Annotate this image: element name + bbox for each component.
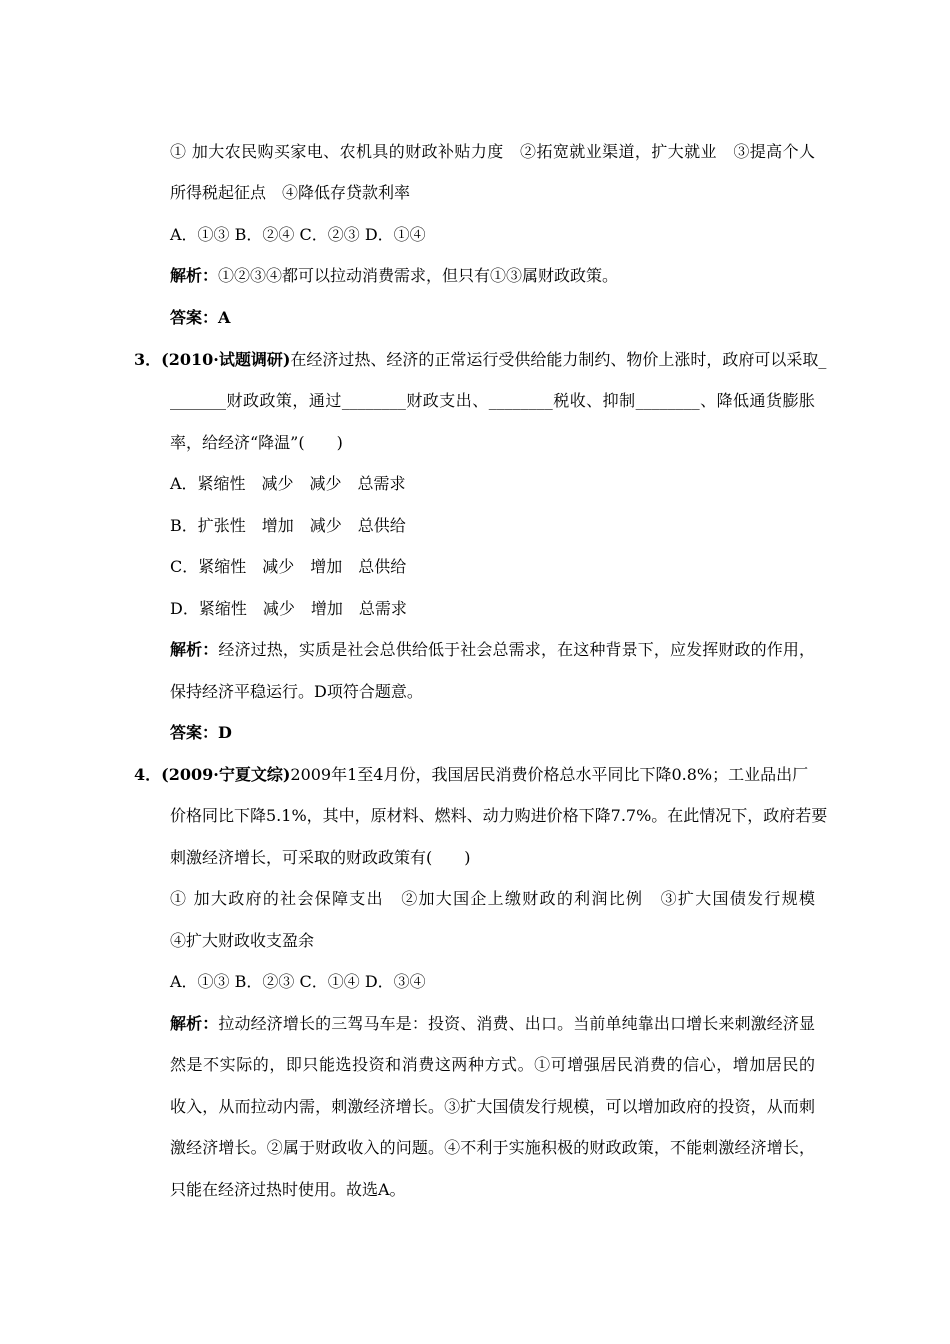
q3-analysis-text-1: 经济过热，实质是社会总供给低于社会总需求，在这种背景下，应发挥财政的作用，	[218, 640, 815, 659]
q3-answer-label: 答案：	[170, 723, 219, 742]
q3-stem-line2: _______财政政策，通过________财政支出、________税收、抑制________、降低通货膨胀	[170, 391, 815, 410]
q2-options-line1: ① 加大农民购买家电、农机具的财政补贴力度 ②拓宽就业渠道，扩大就业 ③提高个人	[170, 142, 815, 161]
q3-analysis-line1	[170, 640, 815, 660]
q4-stem-line2: 价格同比下降5.1%，其中，原材料、燃料、动力购进价格下降7.7%。在此情况下，政府若要	[170, 806, 828, 825]
q4-choices: A．①③ B．②③ C．①④ D．③④	[170, 972, 426, 991]
q4-source: (2009·宁夏文综)	[161, 765, 291, 784]
q4-options-line1: ① 加大政府的社会保障支出 ②加大国企上缴财政的利润比例 ③扩大国债发行规模	[170, 889, 815, 908]
q4-analysis-line1	[170, 1014, 815, 1034]
q4-options-line2: ④扩大财政收支盈余	[170, 931, 315, 950]
q3-analysis-line2: 保持经济平稳运行。D项符合题意。	[170, 682, 423, 701]
q3-answer	[170, 723, 232, 743]
q2-answer	[170, 308, 230, 328]
q2-analysis-label: 解析：	[170, 266, 219, 285]
q3-stem-text: 在经济过热、经济的正常运行受供给能力制约、物价上涨时，政府可以采取_	[290, 350, 827, 369]
q2-answer-value: A	[218, 308, 231, 327]
q2-analysis-text: ①②③④都可以拉动消费需求，但只有①③属财政政策。	[218, 266, 619, 285]
q2-choices: A．①③ B．②④ C．②③ D．①④	[170, 225, 426, 244]
q4-analysis-label: 解析：	[170, 1014, 219, 1033]
q3-option-c: C．紧缩性 减少 增加 总供给	[170, 557, 407, 576]
q3-option-a: A．紧缩性 减少 减少 总需求	[170, 474, 406, 493]
q4-stem-line1	[134, 765, 808, 785]
q3-option-b: B．扩张性 增加 减少 总供给	[170, 516, 406, 535]
q3-source: (2010·试题调研)	[161, 350, 291, 369]
q3-option-d: D．紧缩性 减少 增加 总需求	[170, 599, 407, 618]
q4-stem-text: 2009年1至4月份，我国居民消费价格总水平同比下降0.8%；工业品出厂	[290, 765, 809, 784]
q3-answer-value: D	[218, 723, 232, 742]
q4-analysis-line2: 然是不实际的，即只能选投资和消费这两种方式。①可增强居民消费的信心，增加居民的	[170, 1055, 815, 1074]
q4-analysis-line4: 激经济增长。②属于财政收入的问题。④不利于实施积极的财政政策，不能刺激经济增长，	[170, 1138, 815, 1157]
q3-analysis-label: 解析：	[170, 640, 219, 659]
q4-stem-line3: 刺激经济增长，可采取的财政政策有( )	[170, 848, 471, 867]
q3-number: 3．	[134, 350, 162, 369]
q4-analysis-line3: 收入，从而拉动内需，刺激经济增长。③扩大国债发行规模，可以增加政府的投资，从而刺	[170, 1097, 815, 1116]
q3-stem-line3: 率，给经济“降温”( )	[170, 433, 343, 452]
q2-options-line2: 所得税起征点 ④降低存贷款利率	[170, 183, 411, 202]
q3-stem-line1	[134, 350, 826, 370]
q4-analysis-text-1: 拉动经济增长的三驾马车是：投资、消费、出口。当前单纯靠出口增长来刺激经济显	[218, 1014, 815, 1033]
q4-analysis-line5: 只能在经济过热时使用。故选A。	[170, 1180, 406, 1199]
q2-answer-label: 答案：	[170, 308, 219, 327]
q2-analysis	[170, 266, 618, 286]
q4-number: 4．	[134, 765, 162, 784]
